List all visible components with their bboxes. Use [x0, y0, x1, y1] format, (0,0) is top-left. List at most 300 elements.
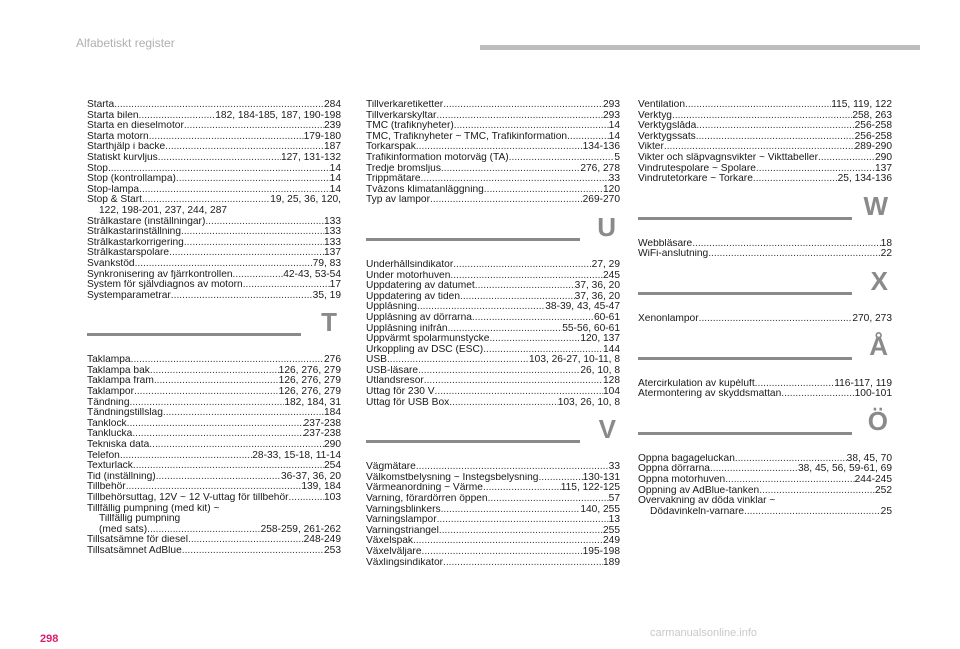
entry-pages: 253: [324, 545, 341, 556]
index-entry: [638, 314, 892, 325]
leader-dots: [441, 505, 581, 516]
leader-dots: [205, 217, 324, 228]
entry-term: Strålkastarspolare: [87, 248, 170, 259]
entry-pages: 120: [603, 184, 620, 195]
entry-term: Tändning: [87, 397, 130, 408]
entry-pages: 22: [880, 249, 892, 260]
divider-line: [638, 217, 852, 220]
entry-pages: 284: [324, 100, 341, 110]
entry-pages: 133: [324, 227, 341, 238]
index-entry: [87, 132, 341, 143]
index-entry: [366, 355, 620, 366]
entry-pages: 28-33, 15-18, 11-14: [252, 450, 341, 461]
entry-term: Starta bilen: [87, 110, 139, 121]
leader-dots: [158, 153, 281, 164]
entry-term: Varningslampor: [366, 515, 437, 526]
entry-pages: 182, 184, 31: [284, 397, 341, 408]
section-divider: [87, 307, 341, 347]
leader-dots: [483, 345, 603, 356]
entry-pages: 14: [329, 174, 341, 185]
index-entry: [366, 302, 620, 313]
entry-pages: 137: [324, 248, 341, 259]
leader-dots: [149, 132, 304, 143]
leader-dots: [169, 248, 324, 259]
leader-dots: [443, 558, 603, 569]
entry-pages: 187: [324, 142, 341, 153]
entry-term: Varningstriangel: [366, 525, 439, 536]
leader-dots: [475, 281, 575, 292]
index-entry: [638, 111, 892, 122]
index-entry: [87, 376, 341, 387]
section-divider: [638, 330, 892, 371]
index-column-3: [638, 100, 892, 517]
index-entry: [87, 195, 341, 206]
entry-term: Tvåzons klimatanläggning: [366, 184, 484, 195]
section-divider: [638, 405, 892, 446]
leader-dots: [710, 464, 798, 475]
entry-pages: 79, 83: [312, 258, 341, 269]
entry-term: Starthjälp i backe: [87, 142, 166, 153]
leader-dots: [139, 111, 216, 122]
entry-term: USB-läsare: [366, 365, 419, 376]
leader-dots: [448, 324, 563, 335]
leader-dots: [133, 461, 324, 472]
leader-dots: [441, 164, 580, 175]
entry-pages: 182, 184-185, 187, 190-198: [215, 110, 341, 121]
entry-term: Xenonlampor: [638, 313, 699, 324]
entry-term: Vindrutetorkare ~ Torkare: [638, 174, 753, 185]
entry-term: Trafikinformation motorväg (TA): [366, 152, 509, 163]
entry-pages: 130-131: [582, 472, 620, 483]
leader-dots: [725, 475, 854, 486]
entry-pages: 126, 276, 279: [278, 365, 341, 376]
leader-dots: [163, 408, 324, 419]
index-entry: [366, 526, 620, 537]
index-entry: [87, 270, 341, 281]
entry-pages: 127, 131-132: [280, 152, 341, 163]
index-entry: [87, 217, 341, 228]
entry-pages: 237-238: [303, 429, 341, 440]
entry-pages: 57: [608, 494, 620, 505]
entry-pages: 104: [603, 387, 620, 398]
leader-dots: [755, 379, 835, 390]
index-entry: [366, 153, 620, 164]
entry-term: Dödavinkeln-varnare: [650, 506, 745, 517]
entry-term: Varning, förardörren öppen: [366, 494, 488, 505]
entry-term: Tanklucka: [87, 429, 133, 440]
index-entry: [638, 164, 892, 175]
section-divider: [366, 211, 620, 252]
leader-dots: [472, 313, 594, 324]
entry-term: Tillfällig pumpning: [99, 514, 181, 525]
index-entry: [87, 504, 341, 515]
entry-pages: 128: [603, 376, 620, 387]
leader-dots: [188, 535, 304, 546]
entry-term: Tillfällig pumpning (med kit) ~: [87, 503, 220, 514]
section-letter: W: [863, 190, 888, 221]
index-entry: [87, 259, 341, 270]
entry-pages: 276: [324, 355, 341, 366]
entry-pages: 293: [603, 110, 620, 121]
leader-dots: [154, 376, 279, 387]
entry-pages: 137: [875, 163, 892, 174]
leader-dots: [696, 121, 854, 132]
index-entry: [638, 132, 892, 143]
divider-line: [638, 357, 852, 360]
entry-pages: 139, 184: [301, 482, 341, 493]
divider-line: [366, 238, 580, 241]
entry-term: Torkarspak: [366, 142, 416, 153]
entry-term: Typ av lampor: [366, 195, 430, 206]
entry-term: Återcirkulation av kupéluft: [638, 378, 755, 389]
leader-dots: [744, 507, 881, 518]
leader-dots: [417, 302, 545, 313]
entry-term: Vikter: [638, 142, 664, 153]
entry-term: Uppdatering av datumet: [366, 281, 475, 292]
leader-dots: [435, 387, 603, 398]
entry-pages: 144: [603, 344, 620, 355]
leader-dots: [489, 334, 580, 345]
leader-dots: [413, 536, 603, 547]
leader-dots: [135, 259, 313, 270]
entry-pages: 133: [324, 237, 341, 248]
entry-term: Stop (kontrollampa): [87, 174, 176, 185]
header-bar: [480, 45, 920, 50]
index-column-2: [366, 100, 620, 568]
entry-term: Texturlack: [87, 461, 133, 472]
leader-dots: [436, 111, 603, 122]
leader-dots: [114, 100, 324, 111]
leader-dots: [165, 142, 324, 153]
leader-dots: [708, 249, 880, 260]
leader-dots: [184, 121, 324, 132]
entry-term: Uppdatering av tiden: [366, 291, 461, 302]
section-letter: U: [597, 211, 616, 242]
index-entry: [366, 547, 620, 558]
entry-pages: 55-56, 60-61: [562, 323, 620, 334]
leader-dots: [756, 164, 875, 175]
entry-term: Uppvärmt spolarmunstycke: [366, 334, 490, 345]
index-entry: [87, 546, 341, 557]
entry-term: Tillbehör: [87, 482, 126, 493]
entry-pages: 269-270: [582, 195, 620, 206]
entry-pages: 258, 263: [852, 110, 892, 121]
entry-term: Verktygslåda: [638, 121, 697, 132]
leader-dots: [127, 419, 304, 430]
entry-term: Välkomstbelysning ~ Instegsbelysning: [366, 472, 539, 483]
entry-term: Telefon: [87, 450, 120, 461]
index-entry: [366, 494, 620, 505]
entry-term: Övervakning av döda vinklar ~: [638, 496, 776, 507]
leader-dots: [443, 100, 603, 111]
index-entry: [87, 164, 341, 175]
entry-pages-continued: 122, 198-201, 237, 244, 287: [99, 204, 228, 216]
entry-term: USB: [366, 355, 387, 366]
entry-term: Uttag för USB Box: [366, 397, 450, 408]
entry-term: TMC, Trafiknyheter ~ TMC, Trafikinformation: [366, 131, 568, 142]
entry-pages: 115, 122-125: [560, 483, 620, 494]
leader-dots: [439, 526, 603, 537]
entry-term: Taklampa: [87, 355, 131, 366]
entry-term: Urkoppling av DSC (ESC): [366, 344, 484, 355]
entry-term: Stop-lampa: [87, 184, 140, 195]
entry-pages: 13: [608, 515, 620, 526]
leader-dots: [156, 472, 281, 483]
section-letter: T: [321, 307, 337, 338]
index-entry: [366, 515, 620, 526]
index-entry: [638, 486, 892, 497]
entry-pages: 103, 26-27, 10-11, 8: [528, 355, 620, 366]
leader-dots: [696, 132, 855, 143]
leader-dots: [453, 260, 591, 271]
leader-dots: [134, 387, 279, 398]
entry-term: Vikter och släpvagnsvikter ~ Vikttabeller: [638, 152, 818, 163]
entry-term: TMC (trafiknyheter): [366, 121, 454, 132]
entry-pages: 5: [614, 152, 620, 163]
entry-term: Tekniska data: [87, 440, 150, 451]
leader-dots: [181, 227, 324, 238]
leader-dots: [538, 473, 582, 484]
entry-pages: 140, 255: [580, 504, 620, 515]
entry-pages: 33: [608, 462, 620, 473]
leader-dots: [781, 389, 854, 400]
leader-dots: [509, 153, 615, 164]
index-entry: [366, 174, 620, 185]
entry-term: Under motorhuven: [366, 270, 451, 281]
entry-term: (med sats): [99, 524, 148, 535]
leader-dots: [129, 398, 284, 409]
entry-term: Starta en dieselmotor: [87, 121, 184, 132]
index-entry: [366, 132, 620, 143]
entry-pages: 258-259, 261-262: [260, 524, 341, 535]
index-entry: [366, 260, 620, 271]
entry-term: Vägmätare: [366, 462, 416, 473]
index-entry: [87, 387, 341, 398]
index-entry: [87, 153, 341, 164]
leader-dots: [753, 174, 838, 185]
index-entry: [366, 387, 620, 398]
section-title: Alfabetiskt register: [76, 36, 175, 50]
entry-term: Tillsatsämne för diesel: [87, 535, 188, 546]
entry-pages: 60-61: [593, 312, 620, 323]
leader-dots: [171, 291, 313, 302]
index-entry: [366, 121, 620, 132]
index-entry: [87, 366, 341, 377]
entry-pages: 252: [875, 485, 892, 496]
entry-term: Tillverkarskyltar: [366, 110, 437, 121]
leader-dots: [126, 482, 302, 493]
entry-pages: 38, 45, 70: [846, 453, 892, 464]
entry-pages: 290: [875, 152, 892, 163]
section-divider: [638, 190, 892, 231]
index-entry: [366, 281, 620, 292]
entry-pages: 134-136: [582, 142, 620, 153]
entry-term: Tillbehörsuttag, 12V ~ 12 V-uttag för tillbehör: [87, 493, 289, 503]
index-entry: [87, 429, 341, 440]
index-entry: [638, 496, 892, 507]
watermark: carmanualsonline.info: [650, 627, 758, 639]
entry-pages: 25: [880, 506, 892, 517]
entry-pages: 17: [329, 280, 341, 291]
index-entry: [366, 398, 620, 409]
index-entry: [87, 482, 341, 493]
leader-dots: [150, 366, 279, 377]
index-entry: [366, 271, 620, 282]
index-entry: [87, 355, 341, 366]
entry-term: Statiskt kurvljus: [87, 152, 158, 163]
entry-pages: 239: [324, 121, 341, 132]
leader-dots: [430, 195, 583, 206]
index-entry: [87, 419, 341, 430]
entry-term: Vindrutespolare ~ Spolare: [638, 163, 756, 174]
entry-pages: 103, 26, 10, 8: [557, 397, 620, 408]
index-entry: [638, 142, 892, 153]
entry-pages: 249: [603, 536, 620, 547]
index-entry: [87, 408, 341, 419]
entry-term: Öppning av AdBlue-tanken: [638, 485, 760, 496]
entry-pages: 36-37, 36, 20: [280, 471, 341, 482]
divider-line: [87, 333, 301, 336]
entry-pages: 290: [324, 440, 341, 451]
index-entry: [366, 313, 620, 324]
entry-pages: 27, 29: [591, 259, 620, 270]
entry-term: Trippmätare: [366, 174, 421, 185]
entry-pages: 26, 10, 8: [580, 365, 620, 376]
leader-dots: [233, 270, 284, 281]
entry-term: WiFi-anslutning: [638, 249, 709, 260]
leader-dots: [132, 429, 303, 440]
index-entry: [366, 558, 620, 569]
section-divider: [638, 265, 892, 306]
entry-term: Starta motorn: [87, 131, 149, 142]
leader-dots: [184, 238, 324, 249]
index-entry: [87, 535, 341, 546]
index-entry: [638, 464, 892, 475]
entry-pages: 38-39, 43, 45-47: [545, 302, 620, 313]
index-entry: [87, 111, 341, 122]
entry-term: Webbläsare: [638, 238, 693, 249]
entry-term: System för självdiagnos av motorn: [87, 280, 243, 291]
leader-dots: [421, 174, 609, 185]
leader-dots: [488, 494, 609, 505]
index-entry: [366, 164, 620, 175]
entry-pages: 293: [603, 100, 620, 110]
index-entry: [87, 472, 341, 483]
entry-term: Stop: [87, 163, 108, 174]
entry-term: Återmontering av skyddsmattan: [638, 389, 782, 400]
index-entry: [366, 292, 620, 303]
entry-pages: 14: [608, 121, 620, 132]
leader-dots: [149, 440, 324, 451]
index-entry: [366, 185, 620, 196]
leader-dots: [418, 366, 580, 377]
leader-dots: [108, 164, 330, 175]
entry-term: Upplåsning av dörrarna: [366, 312, 472, 323]
leader-dots: [735, 454, 847, 465]
index-entry: [87, 525, 341, 536]
leader-dots: [142, 195, 270, 206]
entry-pages: 179-180: [303, 131, 341, 142]
entry-term: Verktygssats: [638, 131, 696, 142]
entry-term: Synkronisering av fjärrkontrollen: [87, 269, 233, 280]
index-entry: [87, 280, 341, 291]
index-entry: [638, 239, 892, 250]
leader-dots: [664, 142, 855, 153]
entry-pages: 35, 19: [312, 290, 341, 301]
index-entry: [638, 507, 892, 518]
entry-term: Underhållsindikator: [366, 259, 454, 270]
index-entry: [87, 451, 341, 462]
leader-dots: [818, 153, 875, 164]
entry-pages: 133: [324, 216, 341, 227]
index-entry: [366, 366, 620, 377]
leader-dots: [483, 483, 561, 494]
entry-pages: 126, 276, 279: [278, 387, 341, 398]
leader-dots: [460, 292, 575, 303]
entry-pages: 270, 273: [852, 313, 892, 324]
entry-pages: 256-258: [854, 121, 892, 132]
leader-dots: [699, 314, 853, 325]
entry-pages: 14: [329, 163, 341, 174]
index-entry: [87, 291, 341, 302]
entry-pages: 195-198: [582, 547, 620, 557]
section-divider: [366, 414, 620, 454]
index-entry: [638, 121, 892, 132]
leader-dots: [692, 239, 880, 250]
leader-dots: [139, 185, 330, 196]
entry-pages: 244-245: [854, 474, 892, 485]
entry-pages: 245: [603, 270, 620, 281]
index-entry: [638, 389, 892, 400]
index-column-1: [87, 100, 341, 557]
entry-pages: 256-258: [854, 131, 892, 142]
index-entry: [87, 121, 341, 132]
index-entry: [366, 345, 620, 356]
index-entry: [638, 379, 892, 390]
entry-pages: 116-117, 119: [834, 378, 892, 389]
entry-term: Taklampa fram: [87, 376, 154, 387]
entry-term: Systemparametrar: [87, 290, 171, 301]
index-entry: [366, 462, 620, 473]
entry-term: Tändningstillslag: [87, 408, 163, 419]
entry-term: Upplåsning: [366, 302, 417, 313]
entry-pages: 184: [324, 408, 341, 419]
entry-pages: 103: [324, 493, 341, 503]
section-letter: X: [870, 265, 888, 296]
entry-pages: 120, 137: [580, 334, 620, 345]
index-entry: [366, 376, 620, 387]
entry-term: Uttag för 230 V: [366, 387, 435, 398]
entry-pages: 25, 134-136: [837, 174, 892, 185]
entry-pages: 276, 278: [580, 163, 620, 174]
index-entry: [638, 454, 892, 465]
entry-term: Utlandsresor: [366, 376, 424, 387]
leader-dots: [120, 451, 252, 462]
entry-term: Verktyg: [638, 110, 672, 121]
section-letter: Å: [869, 330, 888, 361]
entry-term: Starta: [87, 100, 115, 110]
leader-dots: [454, 121, 609, 132]
index-entry: [366, 473, 620, 484]
entry-term: Upplåsning inifrån: [366, 323, 448, 334]
entry-pages: 19, 25, 36, 120,: [270, 195, 341, 206]
divider-line: [638, 292, 852, 295]
leader-dots: [289, 493, 324, 504]
entry-term: Tanklock: [87, 418, 127, 429]
entry-term: Värmeanordning ~ Värme: [366, 483, 483, 494]
index-entry: [366, 505, 620, 516]
section-letter: V: [598, 414, 616, 445]
